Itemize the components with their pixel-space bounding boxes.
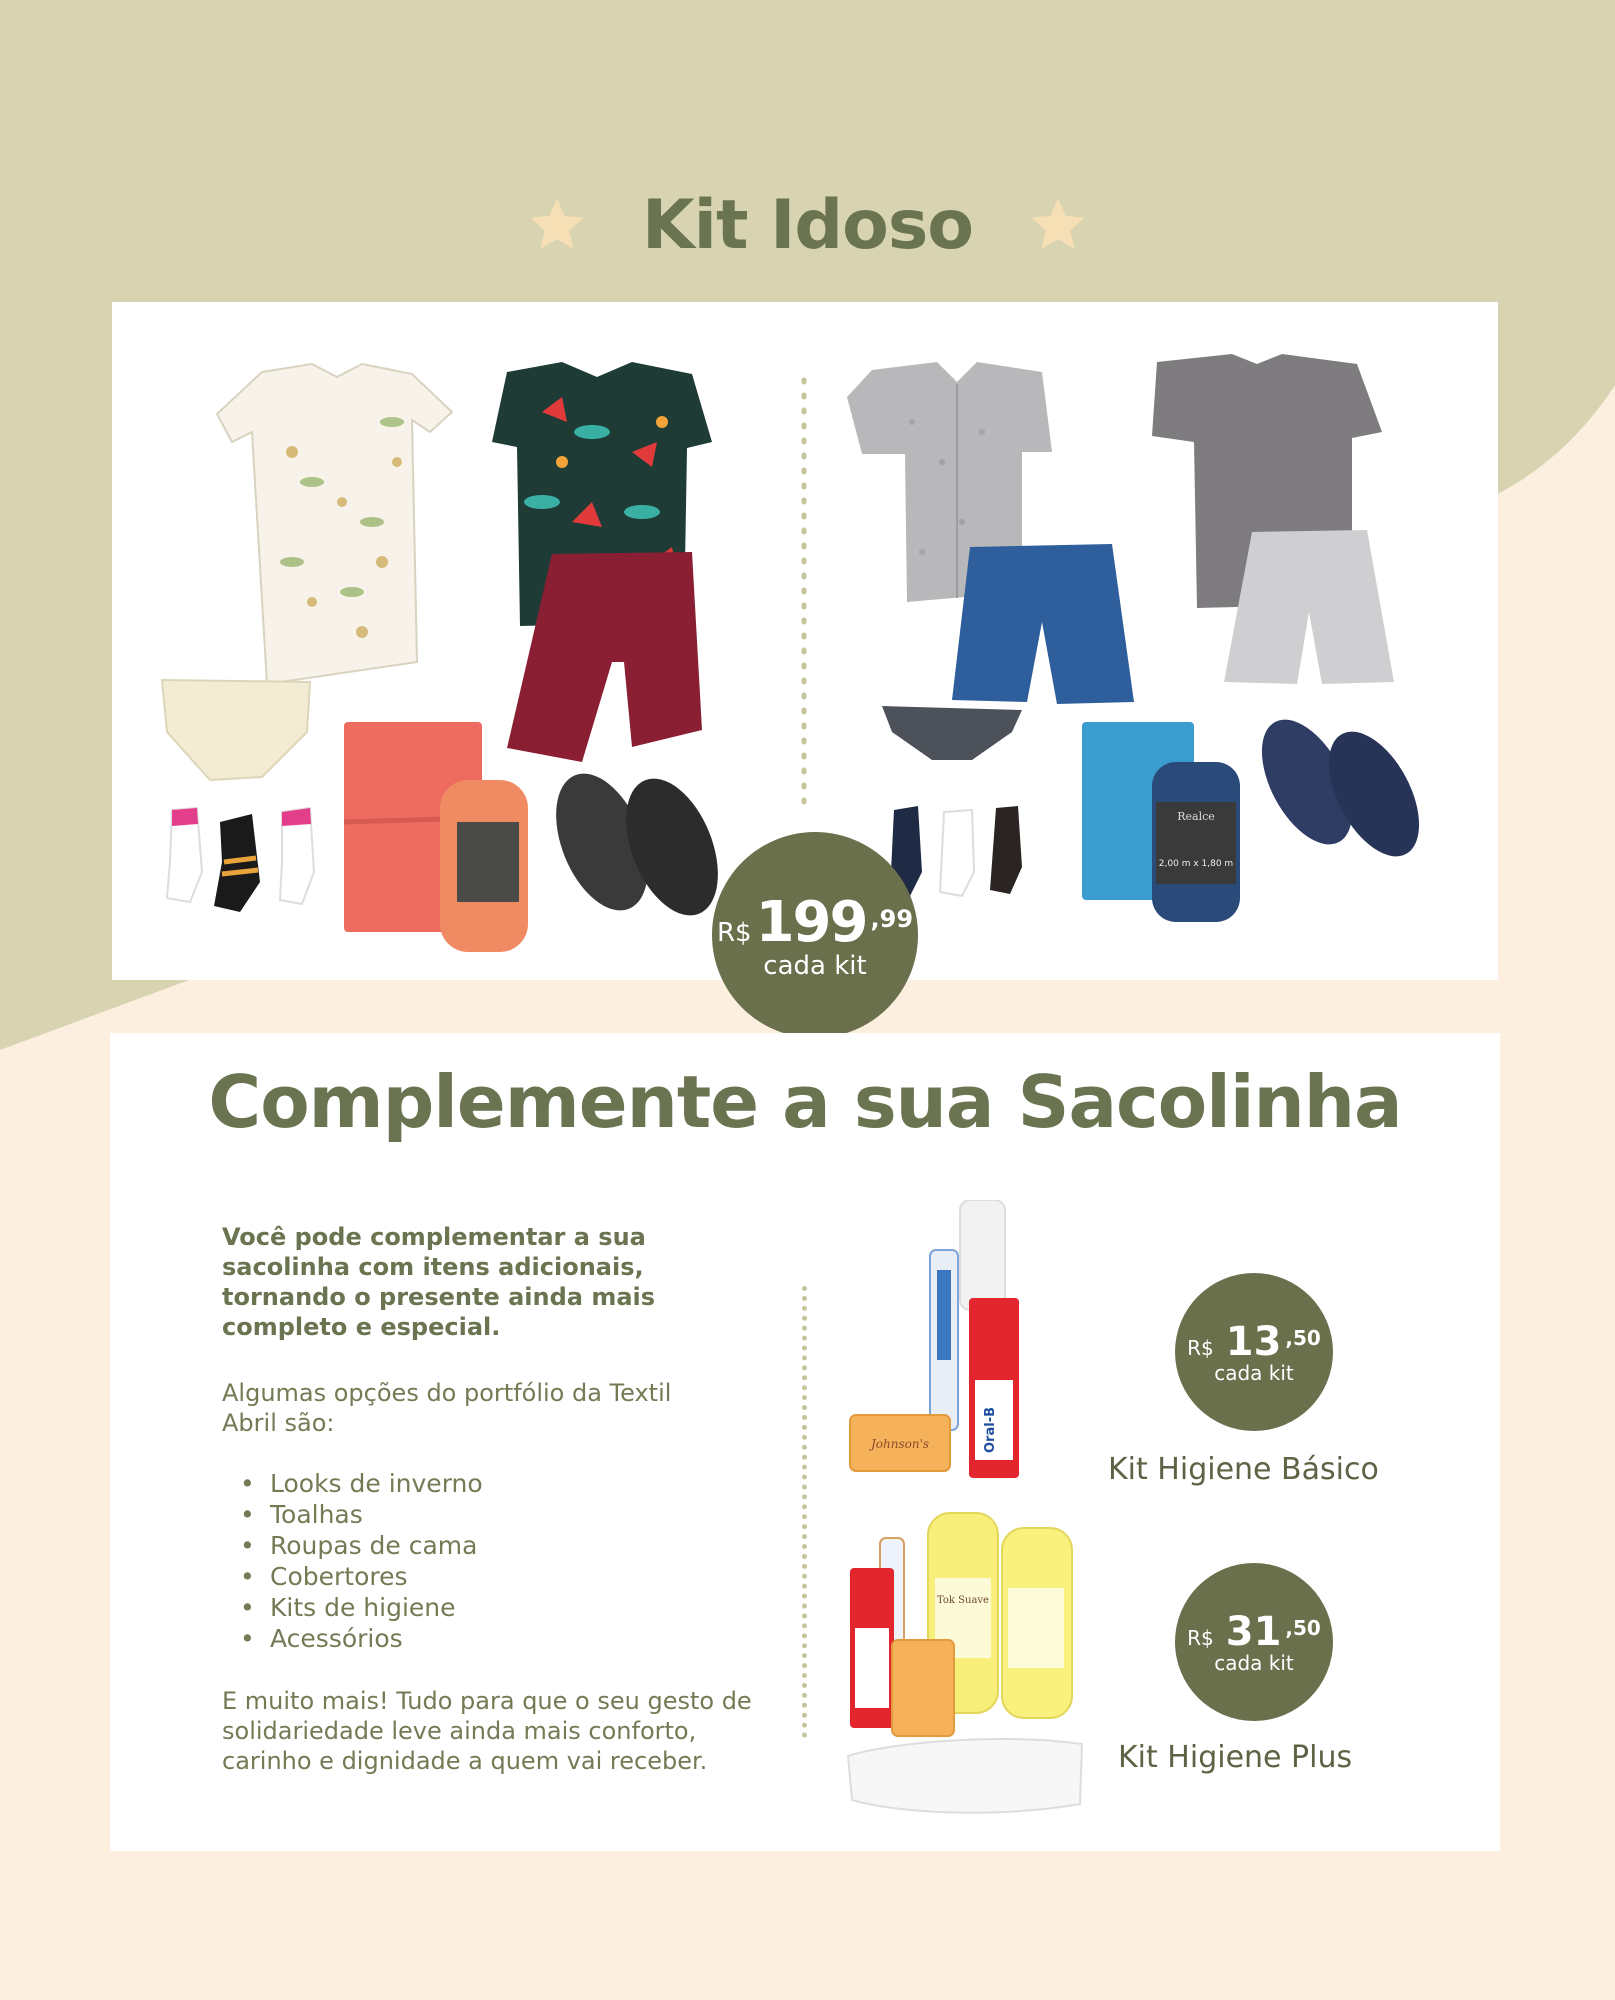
list-item: • Kits de higiene xyxy=(222,1592,483,1623)
blanket-size: 2,00 m x 1,80 m xyxy=(1158,859,1234,869)
list-item: • Acessórios xyxy=(222,1623,483,1654)
socks-image xyxy=(167,808,314,912)
price-each: cada kit xyxy=(1214,1651,1294,1675)
flip-flops-image xyxy=(538,760,736,928)
complement-intro: Você pode complementar a sua sacolinha com itens adicionais, tornando o presente ainda mais completo e especial. xyxy=(222,1223,656,1341)
price-each: cada kit xyxy=(763,950,867,981)
list-item: • Cobertores xyxy=(222,1561,483,1592)
price-integer: 199 xyxy=(755,889,867,955)
nightgown-image xyxy=(217,364,452,684)
price-cents: ,99 xyxy=(870,904,914,933)
kit-basico-price-badge xyxy=(1175,1273,1333,1431)
price-currency: R$ xyxy=(1187,1336,1214,1360)
divider xyxy=(802,1286,807,1738)
panties-image xyxy=(162,680,310,780)
price-each: cada kit xyxy=(1214,1361,1294,1385)
blanket-brand: Realce xyxy=(1177,810,1215,823)
kit-plus-price-badge xyxy=(1175,1563,1333,1721)
kit-plus-image xyxy=(840,1508,1090,1818)
kit-basico-image xyxy=(845,1200,1030,1485)
navy-blanket-image xyxy=(1152,762,1240,922)
closing-text: E muito mais! Tudo para que o seu gesto de solidariedade leve ainda mais conforto, carinho e dignidade a quem vai receber. xyxy=(222,1687,752,1775)
kit-idoso-price-badge xyxy=(712,832,918,1038)
star-icon xyxy=(1029,196,1087,254)
price-currency: R$ xyxy=(1187,1626,1214,1650)
price-integer: 13 xyxy=(1225,1319,1282,1365)
male-socks-image xyxy=(890,806,1022,896)
list-item: • Toalhas xyxy=(222,1499,483,1530)
briefs-image xyxy=(882,706,1022,760)
blue-shorts-image xyxy=(952,544,1134,704)
title-row xyxy=(0,170,1615,280)
options-intro: Algumas opções do portfólio da Textil Abril são: xyxy=(222,1379,672,1437)
page-title: Kit Idoso xyxy=(641,185,974,265)
list-item: • Roupas de cama xyxy=(222,1530,483,1561)
soap-brand: Johnson's xyxy=(870,1437,930,1451)
kit-plus-label: Kit Higiene Plus xyxy=(1118,1740,1353,1775)
complement-title: Complemente a sua Sacolinha xyxy=(208,1060,1402,1144)
price-cents: ,50 xyxy=(1285,1616,1321,1640)
price-integer: 31 xyxy=(1225,1609,1282,1655)
kit-basico-label: Kit Higiene Básico xyxy=(1108,1452,1379,1487)
price-currency: R$ xyxy=(716,917,752,948)
shampoo-brand: Tok Suave xyxy=(937,1595,989,1606)
star-icon xyxy=(528,196,586,254)
navy-flip-flops-image xyxy=(1243,705,1437,871)
blanket-roll-image xyxy=(440,780,528,952)
list-item: • Looks de inverno xyxy=(222,1468,483,1499)
toothpaste-brand: Oral-B xyxy=(983,1407,998,1453)
grey-shorts-image xyxy=(1224,530,1394,684)
price-cents: ,50 xyxy=(1285,1326,1321,1350)
options-list xyxy=(222,1468,483,1654)
